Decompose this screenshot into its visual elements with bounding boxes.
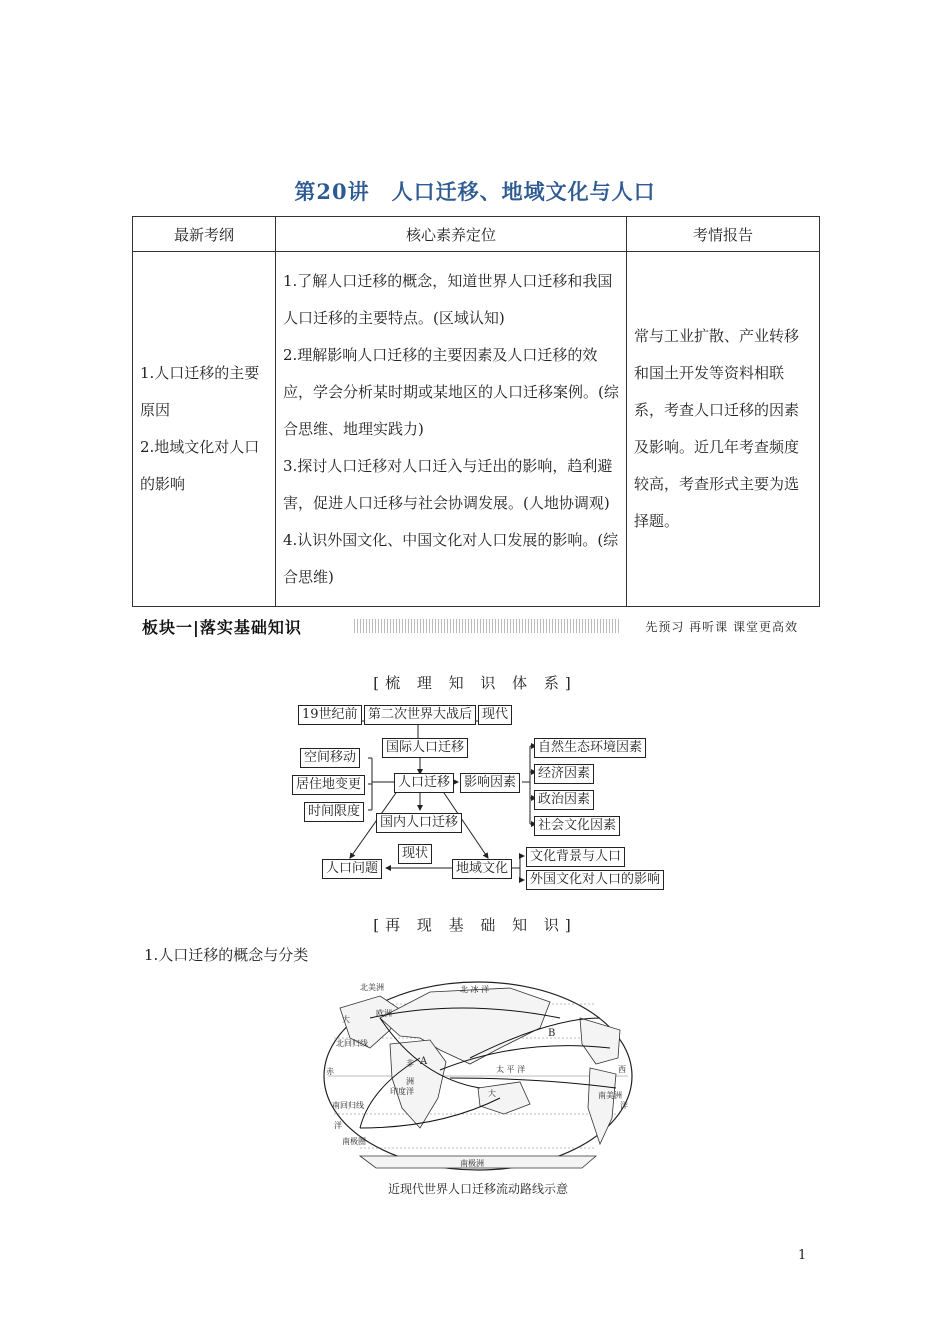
syllabus-table	[132, 216, 820, 607]
outline-item: 1.人口迁移的主要原因	[140, 364, 260, 419]
node-factor-social: 社会文化因素	[534, 816, 620, 836]
node-status: 现状	[398, 844, 432, 864]
competency-item: 2.理解影响人口迁移的主要因素及人口迁移的效应，学会分析某时期或某地区的人口迁移案例。(综合思维、地理实践力)	[283, 345, 619, 438]
competency-item: 4.认识外国文化、中国文化对人口发展的影响。(综合思维)	[283, 530, 619, 586]
node-international-migration: 国际人口迁移	[382, 738, 468, 758]
label-north-america: 北美洲	[360, 983, 384, 992]
node-period-before-19c: 19世纪前	[298, 705, 362, 725]
node-factor-political: 政治因素	[534, 790, 594, 810]
label-africa: 非	[406, 1059, 414, 1068]
label-antarctica: 南极洲	[460, 1159, 484, 1168]
knowledge-diagram	[290, 700, 670, 890]
label-tropic-cancer: 北回归线	[336, 1039, 368, 1048]
node-influencing-factors: 影响因素	[460, 773, 520, 793]
table-row	[133, 252, 820, 607]
label-antarctic-circle: 南极圈	[342, 1137, 366, 1146]
node-regional-culture: 地域文化	[452, 859, 512, 879]
section-banner	[132, 613, 820, 639]
node-residence-change: 居住地变更	[292, 775, 365, 795]
node-population-migration: 人口迁移	[394, 773, 454, 793]
item-heading: 1.人口迁移的概念与分类	[144, 946, 309, 964]
label-west: 西	[618, 1065, 626, 1074]
competency-cell	[276, 252, 627, 607]
label-south-america: 南美洲	[598, 1091, 622, 1100]
banner-divider	[354, 619, 620, 633]
world-migration-map	[320, 978, 636, 1174]
node-culture-background: 文化背景与人口	[526, 847, 625, 867]
label-arctic-ocean: 北 冰 洋	[460, 985, 490, 994]
section-heading-system: [梳 理 知 识 体 系]	[373, 674, 577, 692]
node-period-modern: 现代	[478, 705, 512, 725]
node-population-problem: 人口问题	[322, 859, 382, 879]
node-factor-economic: 经济因素	[534, 764, 594, 784]
header-report: 考情报告	[627, 217, 820, 252]
banner-label: 板块一|落实基础知识	[142, 618, 302, 637]
page-number: 1	[798, 1248, 807, 1263]
competency-item: 1.了解人口迁移的概念，知道世界人口迁移和我国人口迁移的主要特点。(区域认知)	[283, 271, 613, 327]
page-title: 第20讲 人口迁移、地域文化与人口	[294, 179, 656, 204]
label-ocean: 洋	[620, 1101, 628, 1110]
map-caption: 近现代世界人口迁移流动路线示意	[387, 1182, 568, 1196]
node-foreign-culture: 外国文化对人口的影响	[526, 870, 664, 890]
outline-item: 2.地域文化对人口的影响	[140, 438, 260, 493]
label-oceania: 大	[488, 1089, 496, 1098]
map-graphic	[320, 978, 636, 1174]
label-route-b: B	[548, 1028, 556, 1039]
label-atlantic: 大	[342, 1015, 350, 1024]
label-ocean-2: 洋	[334, 1121, 342, 1130]
label-europe: 欧洲	[376, 1009, 392, 1018]
report-cell: 常与工业扩散、产业转移和国土开发等资料相联系，考查人口迁移的因素及影响。近几年考查频度较高，考查形式主要为选择题。	[627, 252, 820, 607]
label-pacific: 太 平 洋	[496, 1065, 526, 1074]
banner-slogan: 先预习 再听课 课堂更高效	[645, 620, 798, 634]
node-factor-natural: 自然生态环境因素	[534, 738, 646, 758]
label-route-a: A	[420, 1056, 428, 1067]
header-outline: 最新考纲	[133, 217, 276, 252]
node-space-movement: 空间移动	[300, 748, 360, 768]
section-heading-basics: [再 现 基 础 知 识]	[373, 916, 577, 934]
competency-item: 3.探讨人口迁移对人口迁入与迁出的影响，趋利避害，促进人口迁移与社会协调发展。(人地协调观)	[283, 456, 613, 512]
outline-cell	[133, 252, 276, 607]
label-africa-2: 洲	[406, 1077, 414, 1086]
table-header-row	[133, 217, 820, 252]
node-time-limit: 时间限度	[304, 802, 364, 822]
node-period-post-ww2: 第二次世界大战后	[364, 705, 476, 725]
header-competency: 核心素养定位	[276, 217, 627, 252]
label-indian-ocean: 印度洋	[390, 1087, 414, 1096]
label-equator: 赤	[326, 1067, 334, 1076]
label-tropic-capricorn: 南回归线	[332, 1101, 364, 1110]
node-domestic-migration: 国内人口迁移	[376, 813, 462, 833]
